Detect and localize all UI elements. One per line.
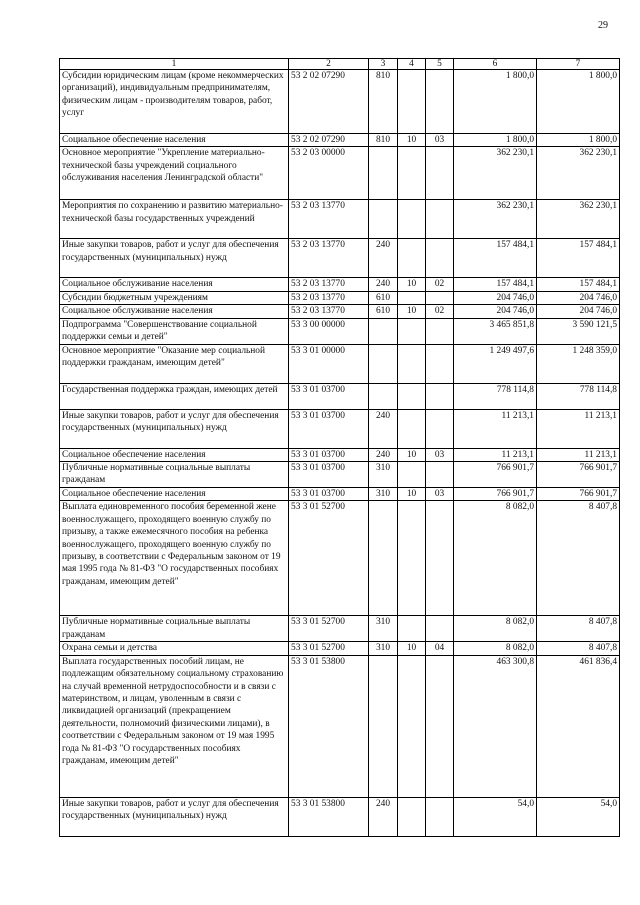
row-name-cell: Социальное обеспечение населения: [60, 448, 289, 461]
subsection-cell: 03: [426, 488, 454, 501]
row-name-cell: Публичные нормативные социальные выплаты гражданам: [60, 462, 289, 488]
section-cell: [398, 200, 426, 239]
section-cell: [398, 383, 426, 409]
row-name-cell: Охрана семьи и детства: [60, 642, 289, 655]
amount-year1-cell: 54,0: [454, 797, 537, 836]
row-name-cell: Мероприятия по сохранению и развитию материально-технической базы государственных учреждений: [60, 200, 289, 239]
code-cell: 53 2 02 07290: [289, 70, 369, 134]
expense-type-cell: 810: [369, 134, 398, 147]
amount-year1-cell: 204 746,0: [454, 305, 537, 318]
row-name-cell: Государственная поддержка граждан, имеющих детей: [60, 383, 289, 409]
subsection-cell: [426, 409, 454, 448]
code-cell: 53 2 02 07290: [289, 134, 369, 147]
section-cell: [398, 616, 426, 642]
section-cell: 10: [398, 642, 426, 655]
section-cell: [398, 501, 426, 616]
amount-year2-cell: 1 800,0: [537, 70, 620, 134]
amount-year1-cell: 766 901,7: [454, 462, 537, 488]
table-row: [60, 448, 620, 461]
subsection-cell: [426, 344, 454, 383]
section-cell: 10: [398, 488, 426, 501]
table-row: [60, 655, 620, 797]
subsection-cell: [426, 501, 454, 616]
expense-type-cell: 310: [369, 642, 398, 655]
amount-year2-cell: 461 836,4: [537, 655, 620, 797]
budget-table: [59, 58, 620, 837]
amount-year1-cell: 8 082,0: [454, 642, 537, 655]
amount-year1-cell: 3 465 851,8: [454, 318, 537, 344]
amount-year2-cell: 54,0: [537, 797, 620, 836]
amount-year2-cell: 8 407,8: [537, 642, 620, 655]
table-row: [60, 462, 620, 488]
section-cell: [398, 239, 426, 278]
section-cell: [398, 70, 426, 134]
row-name-cell: Основное мероприятие "Укрепление материально-технической базы учреждений социального обслуживания населения Ленинградской области": [60, 147, 289, 200]
amount-year2-cell: 204 746,0: [537, 305, 620, 318]
amount-year2-cell: 1 248 359,0: [537, 344, 620, 383]
row-name-cell: Субсидии юридическим лицам (кроме некоммерческих организаций), индивидуальным предпринимателям, физическим лицам - производителям товаров, работ, услуг: [60, 70, 289, 134]
code-cell: 53 3 00 00000: [289, 318, 369, 344]
amount-year2-cell: 766 901,7: [537, 462, 620, 488]
code-cell: 53 3 01 53800: [289, 797, 369, 836]
section-cell: [398, 409, 426, 448]
subsection-cell: [426, 70, 454, 134]
code-cell: 53 3 01 00000: [289, 344, 369, 383]
table-row: [60, 642, 620, 655]
amount-year1-cell: 463 300,8: [454, 655, 537, 797]
table-row: [60, 409, 620, 448]
row-name-cell: Подпрограмма "Совершенствование социальной поддержки семьи и детей": [60, 318, 289, 344]
expense-type-cell: 310: [369, 488, 398, 501]
amount-year1-cell: 8 082,0: [454, 501, 537, 616]
amount-year2-cell: 157 484,1: [537, 239, 620, 278]
subsection-cell: [426, 383, 454, 409]
subsection-cell: [426, 147, 454, 200]
row-name-cell: Социальное обеспечение населения: [60, 488, 289, 501]
expense-type-cell: [369, 200, 398, 239]
subsection-cell: [426, 239, 454, 278]
table-row: [60, 318, 620, 344]
table-row: [60, 200, 620, 239]
section-cell: 10: [398, 448, 426, 461]
expense-type-cell: [369, 147, 398, 200]
amount-year2-cell: 778 114,8: [537, 383, 620, 409]
row-name-cell: Субсидии бюджетным учреждениям: [60, 291, 289, 304]
expense-type-cell: [369, 501, 398, 616]
code-cell: 53 3 01 52700: [289, 616, 369, 642]
column-header: 4: [398, 59, 426, 70]
code-cell: 53 3 01 03700: [289, 409, 369, 448]
page-number: 29: [598, 20, 608, 31]
table-row: [60, 291, 620, 304]
expense-type-cell: 240: [369, 797, 398, 836]
subsection-cell: [426, 616, 454, 642]
code-cell: 53 3 01 03700: [289, 448, 369, 461]
subsection-cell: 03: [426, 134, 454, 147]
table-row: [60, 383, 620, 409]
table-row: [60, 239, 620, 278]
row-name-cell: Иные закупки товаров, работ и услуг для обеспечения государственных (муниципальных) нужд: [60, 409, 289, 448]
row-name-cell: Публичные нормативные социальные выплаты гражданам: [60, 616, 289, 642]
code-cell: 53 2 03 13770: [289, 291, 369, 304]
table-row: [60, 616, 620, 642]
section-cell: 10: [398, 134, 426, 147]
section-cell: [398, 291, 426, 304]
section-cell: [398, 318, 426, 344]
section-cell: 10: [398, 305, 426, 318]
expense-type-cell: 240: [369, 239, 398, 278]
expense-type-cell: 610: [369, 305, 398, 318]
table-row: [60, 488, 620, 501]
code-cell: 53 3 01 03700: [289, 488, 369, 501]
table-row: [60, 797, 620, 836]
amount-year2-cell: 3 590 121,5: [537, 318, 620, 344]
amount-year2-cell: 8 407,8: [537, 501, 620, 616]
expense-type-cell: 810: [369, 70, 398, 134]
table-row: [60, 278, 620, 291]
subsection-cell: [426, 291, 454, 304]
section-cell: [398, 147, 426, 200]
expense-type-cell: 240: [369, 409, 398, 448]
amount-year1-cell: 766 901,7: [454, 488, 537, 501]
amount-year2-cell: 362 230,1: [537, 200, 620, 239]
row-name-cell: Выплата государственных пособий лицам, не подлежащим обязательному социальному страхованию на случай временной нетрудоспособности и в связи с материнством, и лицам, уволенным в связи с ликвидацией организаций (прекращением деятельности, полномочий физическими лицами), в соответствии с Федеральным законом от 19 мая 1995 года № 81-ФЗ "О государственных пособиях гражданам, имеющим детей": [60, 655, 289, 797]
expense-type-cell: [369, 344, 398, 383]
expense-type-cell: [369, 318, 398, 344]
column-header: 7: [537, 59, 620, 70]
table-row: [60, 70, 620, 134]
amount-year1-cell: 157 484,1: [454, 278, 537, 291]
column-header: 6: [454, 59, 537, 70]
expense-type-cell: 310: [369, 462, 398, 488]
expense-type-cell: 240: [369, 448, 398, 461]
code-cell: 53 2 03 13770: [289, 239, 369, 278]
amount-year1-cell: 11 213,1: [454, 448, 537, 461]
column-header: 3: [369, 59, 398, 70]
table-row: [60, 501, 620, 616]
amount-year1-cell: 11 213,1: [454, 409, 537, 448]
section-cell: [398, 462, 426, 488]
expense-type-cell: 610: [369, 291, 398, 304]
code-cell: 53 3 01 03700: [289, 462, 369, 488]
section-cell: [398, 797, 426, 836]
table-row: [60, 134, 620, 147]
table-row: [60, 344, 620, 383]
subsection-cell: 02: [426, 278, 454, 291]
amount-year1-cell: 1 800,0: [454, 134, 537, 147]
header-row: [60, 59, 620, 70]
row-name-cell: Иные закупки товаров, работ и услуг для обеспечения государственных (муниципальных) нужд: [60, 797, 289, 836]
subsection-cell: [426, 200, 454, 239]
section-cell: 10: [398, 278, 426, 291]
subsection-cell: [426, 318, 454, 344]
subsection-cell: [426, 655, 454, 797]
table-row: [60, 305, 620, 318]
expense-type-cell: [369, 383, 398, 409]
amount-year2-cell: 11 213,1: [537, 409, 620, 448]
row-name-cell: Иные закупки товаров, работ и услуг для обеспечения государственных (муниципальных) нужд: [60, 239, 289, 278]
subsection-cell: 02: [426, 305, 454, 318]
amount-year2-cell: 8 407,8: [537, 616, 620, 642]
amount-year1-cell: 1 249 497,6: [454, 344, 537, 383]
section-cell: [398, 655, 426, 797]
amount-year1-cell: 8 082,0: [454, 616, 537, 642]
row-name-cell: Социальное обслуживание населения: [60, 305, 289, 318]
subsection-cell: 04: [426, 642, 454, 655]
amount-year2-cell: 157 484,1: [537, 278, 620, 291]
row-name-cell: Выплата единовременного пособия беременной жене военнослужащего, проходящего военную службу по призыву, а также ежемесячного пособия на ребенка военнослужащего, проходящего военную службу по призыву, в соответствии с Федеральным законом от 19 мая 1995 года № 81-ФЗ "О государственных пособиях гражданам, имеющим детей": [60, 501, 289, 616]
expense-type-cell: 240: [369, 278, 398, 291]
amount-year2-cell: 204 746,0: [537, 291, 620, 304]
row-name-cell: Социальное обслуживание населения: [60, 278, 289, 291]
code-cell: 53 3 01 53800: [289, 655, 369, 797]
expense-type-cell: 310: [369, 616, 398, 642]
amount-year1-cell: 362 230,1: [454, 200, 537, 239]
code-cell: 53 2 03 13770: [289, 305, 369, 318]
section-cell: [398, 344, 426, 383]
column-header: 1: [60, 59, 289, 70]
row-name-cell: Социальное обеспечение населения: [60, 134, 289, 147]
code-cell: 53 3 01 52700: [289, 642, 369, 655]
code-cell: 53 3 01 52700: [289, 501, 369, 616]
amount-year1-cell: 1 800,0: [454, 70, 537, 134]
expense-type-cell: [369, 655, 398, 797]
column-header: 5: [426, 59, 454, 70]
amount-year2-cell: 11 213,1: [537, 448, 620, 461]
amount-year2-cell: 766 901,7: [537, 488, 620, 501]
amount-year1-cell: 362 230,1: [454, 147, 537, 200]
amount-year2-cell: 362 230,1: [537, 147, 620, 200]
code-cell: 53 2 03 00000: [289, 147, 369, 200]
subsection-cell: 03: [426, 448, 454, 461]
amount-year1-cell: 778 114,8: [454, 383, 537, 409]
amount-year1-cell: 157 484,1: [454, 239, 537, 278]
code-cell: 53 2 03 13770: [289, 278, 369, 291]
column-header: 2: [289, 59, 369, 70]
row-name-cell: Основное мероприятие "Оказание мер социальной поддержки гражданам, имеющим детей": [60, 344, 289, 383]
amount-year2-cell: 1 800,0: [537, 134, 620, 147]
code-cell: 53 2 03 13770: [289, 200, 369, 239]
subsection-cell: [426, 797, 454, 836]
subsection-cell: [426, 462, 454, 488]
table-row: [60, 147, 620, 200]
amount-year1-cell: 204 746,0: [454, 291, 537, 304]
code-cell: 53 3 01 03700: [289, 383, 369, 409]
